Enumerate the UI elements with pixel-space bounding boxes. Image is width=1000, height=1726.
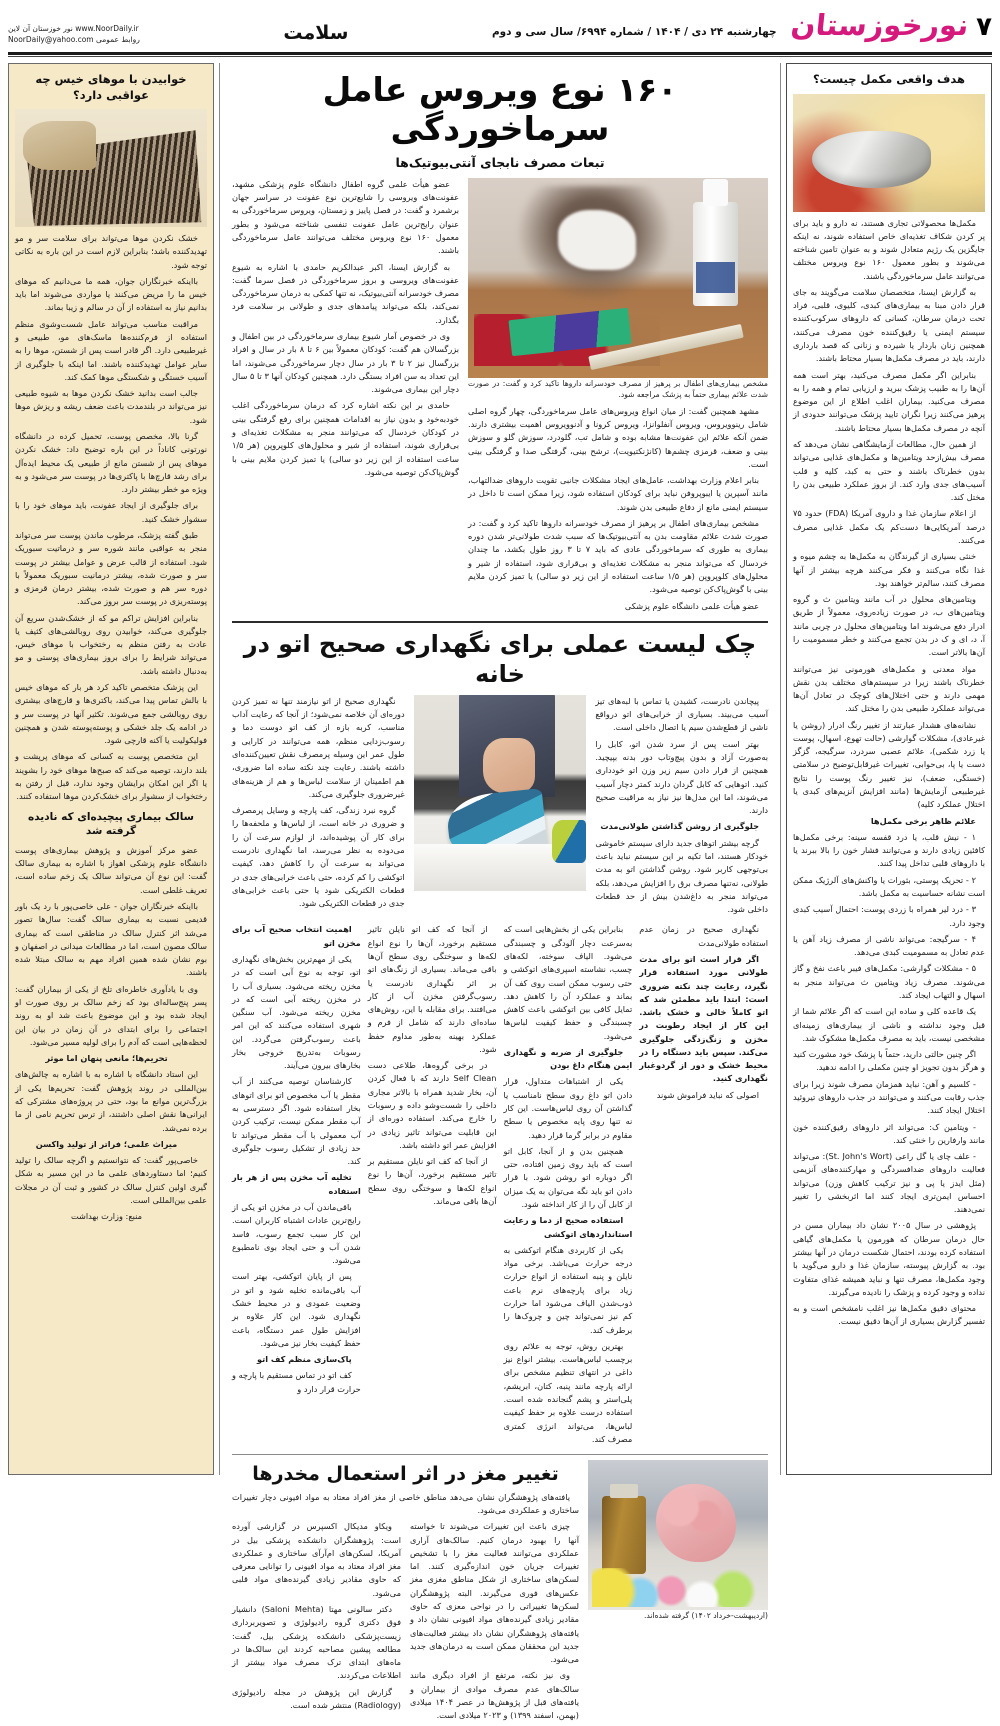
paragraph: از همین حال، مطالعات آزمایشگاهی نشان می‌دهد که مصرف بیش‌ازحد ویتامین‌ها و مکمل‌های غذایی می‌تواند بدون خطرناک باشند و حتی به کبد، کلیه و قلب آسیب‌های جدی وارد کند. از بروز عملکرد طبیعی بدن را مختل کند. [793, 439, 985, 503]
paragraph-bold: جلوگیری از ضربه و نگهداری ایمن هنگام داغ بودن [503, 1046, 633, 1071]
brain-text-wrap [232, 1460, 579, 1725]
list-item: ۳ - درد لیر همراه با زردی پوست: احتمال آسیب کبدی وجود دارد. [793, 904, 985, 928]
main-subheadline: تبعات مصرف نابجای آنتی‌بیوتیک‌ها [395, 154, 605, 170]
wet-hair-brush-photo [15, 109, 207, 227]
paragraph: مشخص بیماری‌های اطفال بر پرهیز از مصرف خودسرانه داروها تاکید کرد و گفت: در صورت شدت علائم مقاومت بدن به آنتی‌بیوتیک‌ها که سبب شدت طولانی‌تر شدن دوره بیماری به طوری که سرماخوردگی عادی که باید ۷ تا ۳ روز طول بکشد، ما چندان خردسال که می‌تواند منجر به مشکلات تغذیه‌ای و بی‌قراری شود، استفاده از شیر و محلول‌های کلوپروپن (هر ۱/۵ ساعت استفاده از این زیر دو سالی) یا تمیز کردن ملایم بینی با گوش‌پاک‌کن توصیه می‌شود. [468, 517, 769, 595]
wet-hair-article-box [8, 63, 214, 1475]
paragraph: - کلسیم و آهن: نباید همزمان مصرف شوند زیرا برای جذب رقابت می‌کنند و می‌توانند در جذب داروهای تیروئید اختلال ایجاد کنند. [793, 1078, 985, 1116]
paragraph: باقی‌ماندن آب در مخزن اتو یکی از رایج‌ترین عادات اشتباه کاربران است. این کار سبب تجمع رسوب، فاسد شدن آب و حتی ایجاد بوی نامطبوع می‌شود. [232, 1202, 361, 1266]
paragraph: گرچه بیشتر اتوهای جدید دارای سیستم خاموشی خودکار هستند، اما تکیه بر این سیستم نباید باعث بی‌توجهی کاربر شود. روشن گذاشتن اتو به مدت طولانی، نه‌تنها مصرف برق را افزایش می‌دهد، بلکه می‌تواند منجر به داغ‌شدن بیش از حد قطعات داخلی شود. [595, 837, 768, 915]
paragraph: مواد معدنی و مکمل‌های هورمونی نیز می‌توانند خطرناک باشند زیرا در سیستم‌های مختلف بدن نقش مهمی دارند و حتی اختلال‌های کوچک در تعادل آن‌ها می‌تواند عملکرد طبیعی بدن را مختل کند. [793, 663, 985, 714]
paragraph-bold: میراث علمی؛ فراتر از تولید واکسن [35, 1138, 178, 1149]
brain-photo-wrap [588, 1460, 768, 1625]
paragraph: پیچاندن نادرست، کشیدن یا تماس با لبه‌های تیز آسیب می‌بیند. بسیاری از خرابی‌های اتو درواقع ناشی از قطع‌شدن سیم یا اتصال داخلی است. [595, 695, 768, 733]
paragraph-bold: اهمیت انتخاب صحیح آب برای مخزن اتو [232, 924, 361, 948]
contact-website[interactable]: www.NoorDaily.ir [75, 24, 139, 33]
paragraph: بنابر اعلام وزارت بهداشت، عامل‌های ایجاد مشکلات جانبی تقویت داروهای ضدالتهاب، مانند آسپرین یا ایبوپروفن نباید برای کودکان استفاده شود، زیرا ممکن است تا داخل در سیستم ایمنی مانع از دفاع طبیعی بدن شوند. [468, 475, 768, 512]
paragraph: چیزی باعث این تغییرات می‌شوند تا خواسته آنها را بهبود درمان کنیم. سالک‌های آراری عملکردی می‌توانند فعالیت مغز را با تشخیص تغییرات جریان خون اندازه‌گیری کنند. اما لسکن‌های ساختاری از شکل مناطق مغزی مغز عکس‌های فوری می‌گیرند. البته پژوهشگران لسکن‌ها تغییراتی را در نواحی معزی که حاوی مقادیر زیادی گیرنده‌های مواد افیونی نشان داد و یافته‌های پژوهشگران نشان داد بیشتر فعالیت‌های جدید این محققان ممکن است به درمان‌های جدید می‌شود. [410, 1521, 579, 1665]
wet-hair-article-body [15, 232, 207, 804]
paragraph: بنابراین اگر مکمل مصرف می‌کنید، بهتر است همه آن‌ها را به طبیب پزشک ببرید و ارزیابی تمام و همه را به مصرف می‌کنید. بیماران اغلب اطلاع از این موضوع پرهیز می‌کنند زیرا نگران تایید پزشک می‌توانند حدودی از آنچه در مصرف مکمل‌ها بسیار محتاط باشند. [793, 369, 985, 433]
paragraph-bold: تحریم‌ها؛ مانعی پنهان اما موثر [45, 1053, 168, 1064]
iron-bottom-row [232, 923, 768, 1449]
iron-col2 [368, 923, 497, 1449]
paragraph: یک قاعده کلی و ساده این است که اگر علائم شما از قبل وجود نداشته و ناشی از بیماری‌های زمینه‌ای مشخصی نیست، باید به مصرف مکمل‌ها مشکوک شد. [793, 1006, 985, 1043]
iron-section-headline: چک لیست عملی برای نگهداری صحیح اتو در خانه [243, 629, 757, 688]
sick-person-with-medicine-photo [468, 178, 768, 378]
paragraph: همچنین بدن و از آنجا، کابل اتو است که باید روی زمین افتاده، حتی اگر دوباره اتو روشن شود. با قرار دادن اتو باید نگه می‌توان به یک میزان از کابل آن را از کار انداخته شود. [503, 1145, 633, 1209]
paragraph: نشانه‌های هشدار عبارتند از تغییر رنگ ادرار (روشن یا غیرعادی)، مشکلات گوارشی (حالت تهوع، اسهال، پوست یا زرد شکمی)، علائم عصبی سردرد، سرگیجه، گزگز دست یا پا، بی‌حوابی، تغییرات غیرقابل‌توضیح در سلامتی (خستگی، ضعف)، نیز تغییر رنگ پوست را نتایج غیرطبیعی آزمایش‌ها (مانند افزایش آنزیم‌های کبدی یا اختلال عملکرد کلیه) [793, 719, 985, 810]
lead-photo-caption: مشخص بیماری‌های اطفال بر پرهیز از مصرف خودسرانه داروها تاکید کرد و گفت: در صورت شدت علائم بیماری حتماً به پزشک مراجعه شود. [468, 378, 768, 400]
paragraph: بهتر است پس از سرد شدن اتو، کابل را به‌صورت آزاد و بدون پیچ‌وتاب دور بدنه بپیچید. همچنین از قرار دادن سیم زیر وزن اتو خودداری کنید. اتوهایی که کابل گردان دارند کمتر دچار آسیب می‌شوند، اما این مدل‌ها نیز نیاز به مراقبت صحیح دارند. [595, 738, 768, 816]
paragraph: عضو مرکز آموزش و پژوهش بیماری‌های پوست دانشگاه علوم پزشکی اهواز با اشاره به بیماری سالک گفت: این نوع آن می‌تواند سالک یک زخم ساده است، تعریف غلطی است. [15, 844, 207, 895]
paragraph: عضو هیأت علمی گروه اطفال دانشگاه علوم پزشکی مشهد، عفونت‌های ویروسی را شایع‌ترین نوع عفونت در سراسر جهان برشمرد و گفت: در فصل پاییز و زمستان، ویروس سرماخوردگی به عنوان رایج‌ترین عامل عفونت تنفسی شناخته می‌شود و بطور معمول ۱۶۰ نوع ویروس مختلف می‌توانند عامل سرماخوردگی باشند. [232, 178, 459, 256]
paragraph: در برخی گروه‌ها، طلاعی دست Self Clean دارند که با فعال کردن آن، بخار شدید همراه با بالاتر مجاری داخلی را شست‌وشو داده و رسوبات را خارج می‌کند. استفاده دوره‌ای از این قابلیت می‌تواند تاثیر زیادی در افزایش عمر اتو داشته باشد. [367, 1060, 497, 1150]
supplement-article-title: هدف واقعی مکمل چیست؟ [812, 72, 966, 86]
issue-date-line: چهارشنبه ۲۴ دی / ۱۴۰۴ / شماره ۶۹۹۴/ سال سی و دوم [491, 26, 777, 38]
paragraph: یکی از مهم‌ترین بخش‌های نگهداری اتو، توجه به نوع آبی است که در مخزن ریخته می‌شود. بسیاری آب را در مخزن ریخته آبی است که در مخزن ریخته می‌شود. آب سنگین شهری استفاده می‌کنند که این امر باعث رسوب‌گرفتن می‌گردد. این رسوبات به‌تدریج خروجی بخار بخارهای بیرون می‌آیند. [232, 953, 361, 1071]
paragraph: جالب است بدانید خشک نکردن موها به شیوه طبیعی نیز می‌تواند در بلندمدت باعث ضعف ریشه و ریزش موها شود. [15, 388, 207, 425]
paragraph-bold: پاک‌سازی منظم کف اتو [256, 1354, 352, 1365]
main-content [225, 63, 775, 1721]
brain-columns [232, 1520, 579, 1725]
paragraph: بااینکه خبرنگاران جوان، همه ما می‌دانیم که موهای خیس ما را مریض می‌کنند یا مواردی می‌شوند اما باید بدانیم نیاز به استفاده از آن در سالم و زیبا بماند. [15, 275, 207, 313]
lead-col-b [468, 405, 768, 613]
contact-label-pr: روابط عمومی [95, 34, 140, 44]
paragraph: کف اتو در تماس مستقیم با پارچه و حرارت قرار دارد و [232, 1370, 361, 1394]
ironing-shirt-photo [414, 695, 587, 891]
page-number: ۷ [976, 12, 992, 42]
brain-section-headline: تغییر مغز در اثر استعمال مخدرها [252, 1463, 559, 1486]
paragraph: خاصی‌پور گفت: که نتوانستیم و اگرچه سالک را تولید کنیم؛ اما دستاوردهای علمی ما در این مسیر به شکل گیری اولین کنترل سالک در کشور و ثبت آن در مجلات علمی بین‌المللی است. [15, 1155, 207, 1205]
iron-col1 [232, 923, 361, 1449]
paragraph: این پزشک متخصص تاکید کرد هر بار که موهای خیس با بالش تماس پیدا می‌کند، باکتری‌ها و قارچ‌های بیشتری روی روبالشی جمع می‌شوند. تکثیر آنها در پوست سر و در ادامه یک جلد خشکی و پوسته‌پوسته شدن و همچنین فولیکولیت یا آکنه قارچی شود. [15, 682, 207, 746]
salak-article-title: سالک بیماری پیچیده‌ای که نادیده گرفته شد [28, 810, 194, 837]
iron-col4 [639, 923, 768, 1449]
paragraph: یکی از اشتباهات متداول، قرار دادن اتو داغ روی سطح نامناسب یا گذاشتن آن روی لباس‌هاست. این کار نه تنها روی پایه مخصوص یا سطح مقاوم در برابر گرما قرار دهید. [503, 1076, 633, 1140]
paragraph: بهترین روش، توجه به علائم روی برچسب لباس‌هاست. بیشتر انواع نیز داغی در انتهای تنظیم مشخص برای ارائه پارچه مانند پنبه، کتان، ابریشم، پلی‌استر و پشم گنجانده شده است. استفاده درست علاوه بر حفظ کیفیت لباس‌ها، می‌تواند انرژی کمتری مصرف کند. [503, 1340, 633, 1444]
paragraph: اگر چنین حالتی دارید، حتماً با پزشک خود مشورت کنید و هرگز بدون تجویز او چنین مکملی را ادامه ندهید. [793, 1049, 985, 1073]
paragraph: حامدی بر این نکته اشاره کرد که درمان سرماخوردگی اغلب خودبه‌خود و بدون نیاز به اقدامات همچنین برای رفع گرفتگی بینی در کودکان خردسال که می‌توانند منجر به مشکلات تغذیه‌ای و بی‌قراری شوند، استفاده از شیر و محلول‌های کلوپروپن (هر ۱/۵ ساعت استفاده از این زیر دو سالی) یا تمیز کردن ملایم بینی با گوش‌پاک‌کن توصیه می‌شود. [232, 400, 459, 477]
masthead-contact [8, 10, 140, 46]
section-divider-2 [232, 1454, 768, 1455]
paragraph: از آنجا که کف اتو نایلن مستقیم بر تاثیر مستقیم برخورد، آن‌ها را نوع انواع لکه‌ها و سوختگی روی سطح آن‌ها باقی می‌ماند. [367, 1156, 497, 1206]
paragraph: بااینکه خبرنگاران جوان - علی خاصی‌پور با رد یک باور قدیمی نسبت به بیماری سالک گفت: سال‌ها تصور می‌شد اثر کنترل سالک در مناطقی است که بیماری سالک مصون است، اما در مطالعات میدانی در اصفهان و بوم نشان شده همین افراد مهم به سالک مبتلا شده باشند. [15, 901, 207, 978]
paragraph: دکتر سالونی مهتا (Saloni Mehta) دانشیار فوق دکتری گروه رادیولوژی و تصویربرداری زیست‌پزشکی دانشکده پزشکی بیل، گفت: مطالعه پیشین مصاحبه کردند این سالک‌ها در ماه‌های ابتدای ترک مصرف مواد بیشتر از اطلاعات می‌کردند. [232, 1604, 401, 1681]
paragraph: نگهداری صحیح در زمان عدم استفاده طولانی‌مدت [639, 924, 768, 948]
iron-col1-top [232, 695, 405, 920]
paragraph: پس از پایان اتوکشی، بهتر است آب باقی‌مانده تخلیه شود و اتو در وضعیت عمودی و در محیط خشک نگهداری شود. این کار علاوه بر افزایش طول عمر دستگاه، باعث حفظ کیفیت بخار نیز می‌شود. [232, 1271, 361, 1348]
brain-photo-caption: (اردیبهشت-خرداد ۱۴۰۲) گرفته شده‌اند. [643, 1611, 768, 1621]
paragraph: بنابراین یکی از بخش‌هایی است که به‌سرعت دچار آلودگی و چسبندگی می‌شود. الیاف سوخته، لکه‌های چسب، نشاسته اسپری‌های اتوکشی و حتی رسوب ممکن است روی کف آن بماند و عملکرد آن را کاهش دهد. تمایل کافی بین اتوکشی باعث کاهش چسبندگی و حفظ کیفیت لباس‌ها می‌شود. [503, 924, 633, 1041]
paragraph: وی در خصوص آمار شیوع بیماری سرماخوردگی در بین اطفال و بزرگسالان هم گفت: کودکان معمولاً بین ۶ تا ۸ بار در سال و افراد بزرگسال نیز ۲ تا ۳ بار در سال دچار سرماخوردگی می‌شوند، اما این تعداد به سن افراد بستگی دارد. همچنین کودکان آنها ۳ تا ۵ سال دچار این بیماری می‌شوند. [232, 330, 459, 395]
paragraph-bold: اگر قرار است اتو برای مدت طولانی مورد استفاده قرار نگیرد، رعایت چند نکته ضروری است: ابتدا باید مطمئن شد که اتو کاملاً خالی و خشک باشد. این کار از ایجاد رطوبت در مخزن و زنگ‌زدگی جلوگیری می‌کند. سپس باید دستگاه را در محیط خشک و دور از گردوغبار نگهداری کنید. [639, 953, 768, 1084]
paragraph: کارشناسان توصیه می‌کنند از آب مقطر یا آب مخصوص اتو برای اتوهای بخار استفاده شود. اگر دسترسی به آب مقطر ممکن نیست، ترکیب کردن آب معمولی با آب مقطر می‌تواند تا حد زیادی از تشکیل رسوب جلوگیری کند. [232, 1076, 361, 1167]
paragraph-bold: جلوگیری از روشن گذاشتن طولانی‌مدت [600, 821, 759, 832]
paragraph: گروه نبرد زندگی، کف پارچه و وسایل پرمصرف و ضروری در خانه است، از لباس‌ها و ملحفه‌ها را برای کار آن پوشیده‌اند، از لوازم سرعت آن را می‌دوده به نظر می‌رسد، اما نگهداری نادرست می‌تواند به سرعت آن را کاهش دهد، کیفیت اتوکشی را کم کرده، حتی باعث خرابی‌های جدی در قطعات الکتریکی شود یا حتی باعث خرابی‌های جدی در قطعات الکتریکی شود. [231, 805, 405, 909]
paragraph: خشک نکردن موها می‌تواند برای سلامت سر و مو تهدیدکننده باشد؛ بنابراین لازم است در این باره به نکاتی توجه شود. [15, 233, 207, 270]
section-divider [232, 621, 768, 623]
paragraph: ویتامین‌های محلول در آب مانند ویتامین ث و گروه ویتامین‌های ب، در صورت زیاده‌روی، معمولاً از طریق ادرار دفع می‌شوند اما ویتامین‌های محلول در چربی مانند آ، د، ای و ک در بدن تجمع می‌کنند و خطر مسمومیت را آن‌ها بالاتر است. [793, 594, 985, 658]
iron-col3-top [595, 695, 768, 920]
right-sidebar [786, 63, 992, 1475]
paragraph: گرنا بالا، مخصص پوست، تحمیل کرده در دانشگاه نورتونی کاناداً در این باره توضیح داد: خشک نکردن موهای پس از شستن مانع از طبیعی یک محیط ایده‌آل برای رشد قارچ‌ها با پاکتری‌ها در پوست سر می‌شود و به ویژه مو خطر بیشتر دارد. [15, 430, 207, 495]
supplements-in-spoon-photo [793, 94, 985, 212]
paragraph: این استاد دانشگاه با اشاره به با اشاره به چالش‌های بین‌المللی در روند پژوهش گفت: تحریم‌ها یکی از بزرگ‌ترین موانع ما بود، حتی در پروژه‌های مشترکی که ایرانی‌ها نقش اصلی داشتند، از ترس تحریم نامی از ما برده نمی‌شد. [15, 1069, 207, 1133]
iron-top-row [232, 695, 768, 920]
paragraph-bold: علائم ظاهر برخی مکمل‌ها [870, 815, 976, 826]
brain-lead [232, 1491, 579, 1518]
paragraph-bold: تخلیه آب مخزن پس از هر بار استفاده [232, 1172, 361, 1196]
masthead [0, 0, 1000, 52]
paragraph: وی با یادآوری خاطره‌ای تلخ از یکی از بیماران گفت: پسر پنج‌ساله‌ای بود که زخم سالک بر روی صورت او ایجاد شده بود و این موضوع باعث شد او به روند اجتماعی را برای ابتدای در آن زمان در بیان این لحظه‌هایی است که آدم را برای لولیه مسیر می‌شود. [15, 983, 207, 1047]
masthead-brand [492, 10, 992, 40]
lead-col-a [232, 178, 459, 482]
iron-col3 [504, 923, 633, 1449]
paragraph: مراقبت مناسب می‌تواند عامل شست‌وشوی منظم استفاده از فرم‌کننده‌ها ماسک‌های مو، طبیعی و غیرطبیعی دارد. اگر قادر است پس از شستن، موها را به سایر عوامل تهدیدکننده باشند. اما اینکه با جلوگیری از آسیب خستگی و شکستگی موها کمک کند. [15, 318, 207, 382]
masthead-rule [8, 52, 992, 55]
paragraph: برای جلوگیری از ایجاد عفونت، باید موهای خود را با سشوار خشک کنید. [15, 500, 207, 524]
newspaper-logo: نورخوزستان [788, 8, 970, 42]
paragraph: یافته‌های پژوهشگران نشان می‌دهد مناطق خاصی از مغز افراد معتاد به مواد افیونی دچار تغییرات ساختاری و عملکردی می‌شود. [232, 1491, 579, 1516]
lead-photo-wrap [468, 178, 768, 616]
paragraph-bold: استفاده صحیح از دما و رعایت استانداردهای اتوکشی [503, 1215, 633, 1239]
paragraph: نگهداری صحیح از اتو نیازمند تنها نه تمیز کردن دوره‌ای آن خلاصه نمی‌شود؛ از آنجا که رعایت آداب مناسب، کربه بازه از کف اتو دوست دما و رسوب‌زدایی منظم، همه می‌توانند در کارایی و طول عمر این وسیله پرمصرف نقش تعیین‌کننده‌ای داشته باشند. رعایت چند نکته ساده اما ضروری، هم اطمینان از سلامت لباس‌ها و هم از هزینه‌های غیرضروری جلوگیری می‌کند. [231, 695, 405, 799]
supplement-article-body [793, 217, 985, 1329]
section-title: سلامت [283, 22, 349, 44]
list-item: ۵ - مشکلات گوارشی: مکمل‌های فیبر باعث نفخ و گاز می‌شوند. مصرف زیاد ویتامین ث می‌تواند منجر به اسهال و التهاب ایجاد کند. [793, 963, 985, 1000]
paragraph: - علف چای یا گل راعی (St. John's Wort): می‌تواند فعالیت داروهای ضدافسردگی و مهارکننده‌های آنزیمی (مثل ایدز یا پی و نیز ترکیب کاهش وزن) می‌تواند احساس ایمن‌تری ایجاد کنند اما اثربخشی را تغییر نمی‌دهند. [793, 1151, 985, 1215]
brain-col2 [410, 1520, 579, 1725]
list-item: ۲ - تحریک پوستی، بثورات یا واکنش‌های آلرژیک ممکن است نشانه حساسیت به مکمل باشد. [793, 874, 985, 899]
wet-hair-article-title: خوابیدن با موهای خیس چه عواقبی دارد؟ [35, 72, 187, 102]
lead-story-block [232, 178, 768, 616]
list-item: ۱ - نیش قلب، یا درد قفسه سینه: برخی مکمل‌ها کافئین زیادی دارند و می‌توانند فشار خون را بالا ببرند یا با داروهای قلبی تداخل پیدا کنند. [793, 831, 985, 869]
brain-section [232, 1460, 768, 1725]
page-grid [0, 57, 1000, 1721]
main-headline: ۱۶۰ نوع ویروس عامل سرماخوردگی [322, 70, 678, 148]
paragraph: به گزارش ایسنا، اکبر عبدالکریم حامدی با اشاره به شیوع عفونت‌های ویروسی و بروز سرماخوردگی در فصل سرما گفت: مصرف خودسرانه آنتی‌بیوتیک، نه تنها کمکی به درمان سرماخوردگی نمی‌کند، بلکه می‌تواند پیامدهای جدی و طولانی بر سلامت فرد بگذارد. [232, 261, 459, 325]
paragraph: خنثی بسیاری از گیرندگان به مکمل‌ها به چشم میوه و غذا نگاه می‌کنند و فکر می‌کنند هرچه بیشتر از آنها مصرف کنند، سالم‌تر خواهند بود. [793, 551, 985, 588]
paragraph: یکی از کاربردی هنگام اتوکشی به درجه حرارت می‌باشد. برخی مواد نایلن و پنبه استفاده از انواع حرارت زیاد برای پارچه‌های نرم باعث ذوب‌شدن الیاف می‌شود اما حرارت کم نیز نمی‌تواند چین و چروک‌ها را برطرف کند. [503, 1244, 633, 1335]
column-divider [780, 63, 781, 1475]
paragraph: از اعلام سازمان غذا و داروی آمریکا (FDA) حدود ۷۵ درصد آمریکایی‌ها دست‌کم یک مکمل غذایی مصرف می‌کنند. [793, 508, 985, 545]
paragraph: گزارش این پژوهش در مجله رادیولوژی (Radiology) منتشر شده است. [232, 1686, 401, 1710]
contact-email[interactable]: NoorDaily@yahoo.com [8, 34, 94, 44]
paragraph: مکمل‌ها محصولاتی تجاری هستند، نه دارو و باید برای پر کردن شکاف تغذیه‌ای خاص استفاده شوند، نه اینکه جایگزین یک رژیم متعادل شوند و به عنوان تامین شناخته می‌شوند و بطور معمول ۱۶۰ نوع ویروس مختلف می‌توانند عامل سرماخوردگی باشند. [793, 217, 985, 281]
paragraph: پژوهشی در سال ۲۰۰۵ نشان داد بیماران مسن در حال درمان سرطان که هورمون یا مکمل‌های گیاهی استفاده کرده بودند، احتمال شکست درمان در آنها بیشتر بود. به گزارش پیوسته، سازمان غذا و دارو می‌گوید با وجود مکمل‌ها، مصرف تنها و نباید همیشه غذای متفاوت نداده و وجود کرده و پزشک را نادیده می‌گیرند. [793, 1220, 985, 1297]
left-sidebar [8, 63, 214, 1475]
paragraph: مشهد همچنین گفت: از میان انواع ویروس‌های عامل سرماخوردگی، چهار گروه اصلی شامل رینوویروس، ویروس آنفلوانزا، ویروس کرونا و آدنوویروس اهمیت بیشتری دارند. ضمن آنکه علائم این عفونت‌ها مشابه بوده و شامل تب، گلودرد، سوزش گلو و سوزش بینی و ضعف، قرمزی چشم‌ها (کانژنکتیویت)، ترشح بینی، گرفتگی صدا و گرفتگی بینی است. [468, 405, 768, 469]
contact-label-online: نور خوزستان آن لاین [8, 24, 73, 33]
paragraph: محتوای دقیق مکمل‌ها نیز اغلب نامشخص است و به تفسیر گزارش بسیاری از آن‌ها دقیق نیست. [793, 1303, 985, 1327]
paragraph: از آنجا که کف اتو نایلن تاثیر مستقیم برخورد، آن‌ها را نوع انواع لکه‌ها و سوختگی روی سطح آن‌ها باقی می‌ماند. بسیاری از زنگ‌های اتو بر اثر نگهداری نادرست یا رسوب‌گرفتن مخزن آب از کار می‌افتند. برای مقابله با این، روش‌های ساده‌ای دارند که شامل از فرم و عملکرد بهینه به‌طور مداوم حفظ شود. [367, 924, 497, 1054]
paragraph: بنابراین افزایش تراکم مو که از خشک‌شدن سریع آن جلوگیری می‌کند، خوابیدن روی روبالشی‌های کثیف یا عادت به رفتن منظم به رختخواب با موهای خیس، می‌تواند شرایط را برای بروز بیماری‌های پوستی و مو به‌دنبال داشته باشد. [15, 612, 207, 676]
paragraph: به گزارش ایسنا، متخصصان سلامت می‌گویند به جای قرار دادن مبنا به بیماری‌های کبدی، کلیوی، قلبی، فراد تحت درمان سرطان، کسانی که داروهای سرکوب‌کننده سیستم ایمنی یا رقیق‌کننده خون مصرف می‌کنند، همچنین زنان باردار یا شیرده و زنانی که قصد بارداری دارند، باید در مصرف مکمل‌ها بسیار محتاط باشند. [793, 286, 985, 364]
paragraph: - ویتامین ک: می‌تواند اثر داروهای رقیق‌کننده خون مانند وارفارین را خنثی کند. [793, 1121, 985, 1145]
list-item: ۴ - سرگیجه: می‌تواند ناشی از مصرف زیاد آهن یا عدم تعادل به مسمومیت کبدی می‌دهد. [793, 933, 985, 958]
column-divider-2 [219, 63, 220, 1475]
paragraph: وی نیز نکته، مرتفع از افراد دیگری مانند سالک‌های عدم مصرف موادی از بیماران و یافته‌های قبل از پژوهش‌ها در عصر ۱۴۰۴ میلادی (بهمن، اسفند ۱۳۹۹) و ۲۰۲۳ میلادی است. [410, 1670, 579, 1721]
paragraph: ویکاو مدیکال اکسپرس در گزارشی آورده است: پژوهشگران دانشکده پزشکی بیل در آمریکا، لسکن‌های ام‌آرآی ساختاری و عملکردی مغز افراد معتاد به مواد افیونی را توانایی معرفی که حاوی مقادیر زیادی گیرنده‌های مواد قلبی می‌شود. [232, 1521, 401, 1598]
brain-col1 [232, 1520, 401, 1725]
supplement-article-box [786, 63, 992, 1475]
paragraph: طبق گفته پزشک، مرطوب ماندن پوست سر می‌تواند منجر به عواقبی مانند شوره سر و درماتیت سبوریک شود. استفاده از قالب عرض و عوامل بیشتر در پوست سر و صورت شده، بیشتر درمانیت سبوریک معمولاً با دوره سر هم و صورت شده، بیشتر درمان قرمزی و پوسته‌ریزی در پوست سر بروز می‌کند. [15, 529, 207, 607]
paragraph: این متخصص پوست به کسانی که موهای پرپشت و بلند دارند، توصیه می‌کند که صبح‌ها موهای خود را بشویند یا اگر این امکان برایشان وجود ندارد، قبل از رفتن به رختخواب از سشوار برای خشک‌کردن موها استفاده کنند. [15, 751, 207, 802]
paragraph: عضو هیأت علمی دانشگاه علوم پزشکی [624, 600, 759, 611]
iron-photo-wrap [414, 695, 587, 920]
paragraph: اصولی که نباید فراموش شوند [656, 1089, 759, 1100]
source-line: منبع: وزارت بهداشت [70, 1211, 143, 1222]
salak-article-body [15, 844, 207, 1224]
